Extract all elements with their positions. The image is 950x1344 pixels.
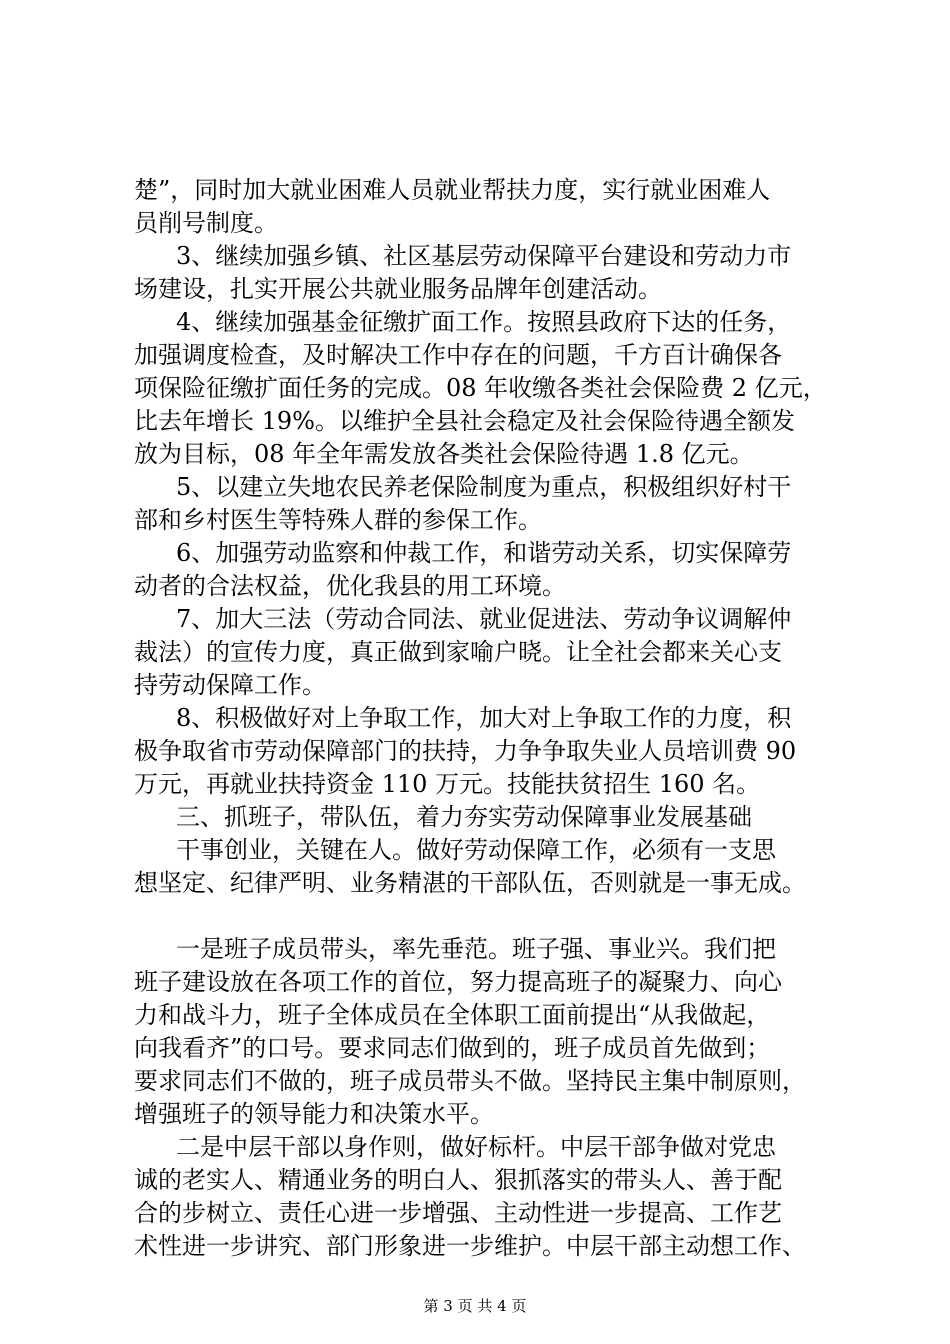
body-line: 增强班子的领导能力和决策水平。 — [134, 1100, 494, 1128]
body-line: 术性进一步讲究、部门形象进一步维护。中层干部主动想工作、 — [134, 1232, 806, 1260]
body-line: 项保险征缴扩面任务的完成。08 年收缴各类社会保险费 2 亿元， — [134, 374, 827, 402]
body-line: 裁法）的宣传力度，真正做到家喻户晓。让全社会都来关心支 — [134, 638, 782, 666]
body-line: 8、积极做好对上争取工作，加大对上争取工作的力度，积 — [176, 704, 792, 732]
body-line: 放为目标，08 年全年需发放各类社会保险待遇 1.8 亿元。 — [134, 440, 754, 468]
body-line: 力和战斗力，班子全体成员在全体职工面前提出“从我做起， — [134, 1001, 771, 1029]
body-line: 7、加大三法（劳动合同法、就业促进法、劳动争议调解仲 — [176, 605, 792, 633]
body-line: 5、以建立失地农民养老保险制度为重点，积极组织好村干 — [176, 473, 792, 501]
body-line: 3、继续加强乡镇、社区基层劳动保障平台建设和劳动力市 — [176, 242, 792, 270]
body-line: 向我看齐”的口号。要求同志们做到的，班子成员首先做到； — [134, 1034, 771, 1062]
body-line: 场建设，扎实开展公共就业服务品牌年创建活动。 — [134, 275, 662, 303]
body-line: 想坚定、纪律严明、业务精湛的干部队伍，否则就是一事无成。 — [134, 869, 806, 897]
body-line: 6、加强劳动监察和仲裁工作，和谐劳动关系，切实保障劳 — [176, 539, 792, 567]
body-line: 一是班子成员带头，率先垂范。班子强、事业兴。我们把 — [176, 935, 776, 963]
body-line: 加强调度检查，及时解决工作中存在的问题，千方百计确保各 — [134, 341, 782, 369]
body-line: 要求同志们不做的，班子成员带头不做。坚持民主集中制原则， — [134, 1067, 806, 1095]
body-line: 持劳动保障工作。 — [134, 671, 326, 699]
body-line: 极争取省市劳动保障部门的扶持，力争争取失业人员培训费 90 — [134, 737, 797, 765]
body-line: 动者的合法权益，优化我县的用工环境。 — [134, 572, 566, 600]
body-line: 合的步树立、责任心进一步增强、主动性进一步提高、工作艺 — [134, 1199, 782, 1227]
body-line: 4、继续加强基金征缴扩面工作。按照县政府下达的任务， — [176, 308, 792, 336]
body-line: 楚”，同时加大就业困难人员就业帮扶力度，实行就业困难人 — [134, 176, 771, 204]
body-line: 干事创业，关键在人。做好劳动保障工作，必须有一支思 — [176, 836, 776, 864]
body-line: 万元，再就业扶持资金 110 万元。技能扶贫招生 160 名。 — [134, 770, 761, 798]
body-line: 诚的老实人、精通业务的明白人、狠抓落实的带头人、善于配 — [134, 1166, 782, 1194]
body-line: 班子建设放在各项工作的首位，努力提高班子的凝聚力、向心 — [134, 968, 782, 996]
body-line: 二是中层干部以身作则，做好标杆。中层干部争做对党忠 — [176, 1133, 776, 1161]
page-footer: 第 3 页 共 4 页 — [423, 1297, 527, 1315]
body-line: 部和乡村医生等特殊人群的参保工作。 — [134, 506, 542, 534]
section-heading: 三、抓班子，带队伍，着力夯实劳动保障事业发展基础 — [176, 803, 752, 831]
body-line: 员削号制度。 — [134, 209, 278, 237]
body-line: 比去年增长 19%。以维护全县社会稳定及社会保险待遇全额发 — [134, 407, 795, 435]
